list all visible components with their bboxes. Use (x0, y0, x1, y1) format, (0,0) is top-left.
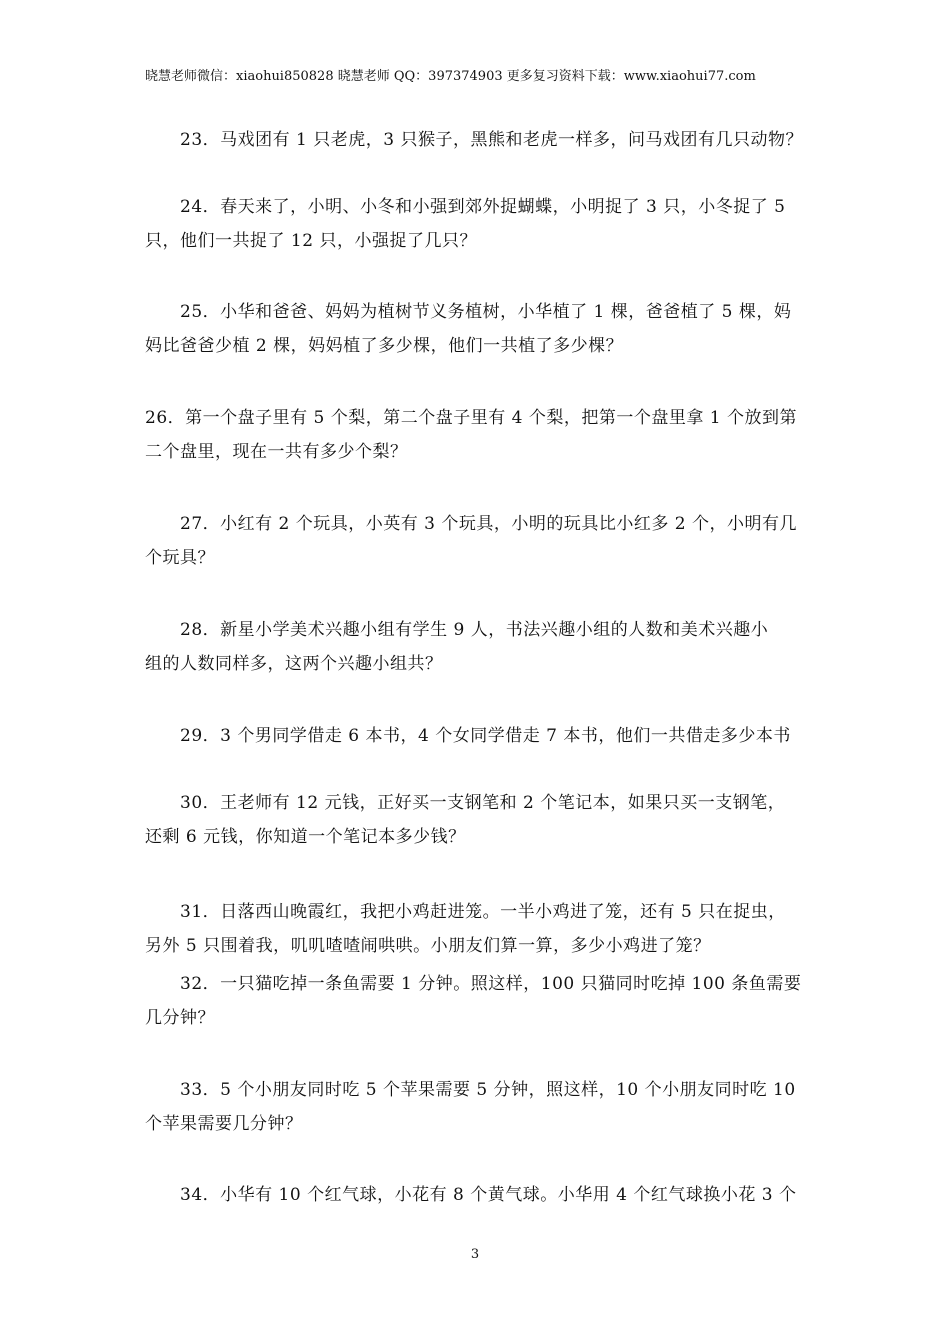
page-number: 3 (470, 1247, 480, 1262)
question-line: 30．王老师有 12 元钱，正好买一支钢笔和 2 个笔记本，如果只买一支钢笔， (180, 793, 786, 813)
question-line: 28．新星小学美术兴趣小组有学生 9 人，书法兴趣小组的人数和美术兴趣小 (180, 620, 769, 640)
question-line: 二个盘里，现在一共有多少个梨？ (145, 442, 408, 462)
question-24 (145, 190, 785, 258)
question-line: 27．小红有 2 个玩具，小英有 3 个玩具，小明的玩具比小红多 2 个，小明有几 (180, 514, 798, 534)
question-line: 33．5 个小朋友同时吃 5 个苹果需要 5 分钟，照这样，10 个小朋友同时吃 10 (180, 1080, 796, 1100)
question-line: 23．马戏团有 1 只老虎，3 只猴子，黑熊和老虎一样多，问马戏团有几只动物？ (180, 130, 803, 150)
question-line: 34．小华有 10 个红气球，小花有 8 个黄气球。小华用 4 个红气球换小花 3 个 (180, 1185, 797, 1205)
question-line: 只，他们一共捉了 12 只，小强捉了几只？ (145, 231, 477, 251)
question-32 (145, 967, 801, 1035)
question-line: 个苹果需要几分钟？ (145, 1114, 303, 1134)
question-line: 24．春天来了，小明、小冬和小强到郊外捉蝴蝶，小明捉了 3 只，小冬捉了 5 (180, 197, 786, 217)
question-line: 26．第一个盘子里有 5 个梨，第二个盘子里有 4 个梨，把第一个盘里拿 1 个放到第 (145, 408, 798, 428)
question-line: 29．3 个男同学借走 6 本书，4 个女同学借走 7 本书，他们一共借走多少本书 (180, 726, 791, 746)
question-line: 还剩 6 元钱，你知道一个笔记本多少钱？ (145, 827, 466, 847)
question-33 (145, 1073, 796, 1141)
question-26 (145, 401, 797, 469)
question-34 (145, 1178, 796, 1212)
question-line: 25．小华和爸爸、妈妈为植树节义务植树，小华植了 1 棵，爸爸植了 5 棵，妈 (180, 302, 792, 322)
question-30 (145, 786, 785, 854)
question-line: 个玩具？ (145, 548, 215, 568)
question-line: 组的人数同样多，这两个兴趣小组共？ (145, 654, 443, 674)
question-line: 妈比爸爸少植 2 棵，妈妈植了多少棵，他们一共植了多少棵？ (145, 336, 624, 356)
question-29 (145, 719, 791, 753)
question-31 (145, 895, 786, 963)
question-25 (145, 295, 791, 363)
question-27 (145, 507, 797, 575)
page-header: 晓慧老师微信：xiaohui850828 晓慧老师 QQ：397374903 更多复习资料下载：www.xiaohui77.com (145, 69, 756, 84)
question-23 (145, 123, 803, 157)
question-line: 32．一只猫吃掉一条鱼需要 1 分钟。照这样，100 只猫同时吃掉 100 条鱼需要 (180, 974, 802, 994)
question-line: 几分钟？ (145, 1008, 215, 1028)
question-line: 另外 5 只围着我，叽叽喳喳闹哄哄。小朋友们算一算，多少小鸡进了笼？ (145, 936, 711, 956)
question-28 (145, 613, 768, 681)
question-line: 31．日落西山晚霞红，我把小鸡赶进笼。一半小鸡进了笼，还有 5 只在捉虫， (180, 902, 786, 922)
